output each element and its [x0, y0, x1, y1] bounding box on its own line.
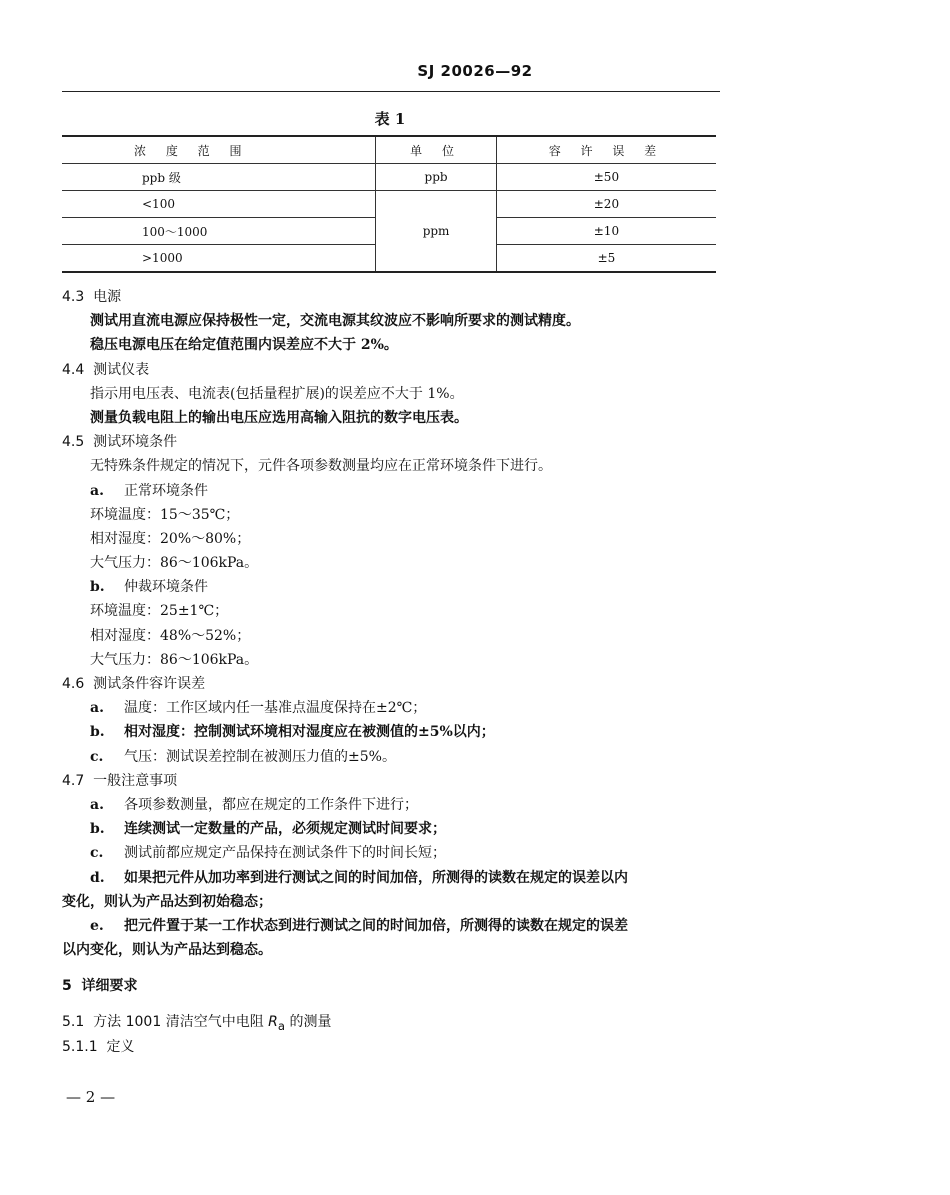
section-title: 详细要求 — [81, 978, 138, 995]
list-item — [62, 720, 762, 744]
item-label: a. — [90, 700, 104, 717]
section-number: 4.4 — [62, 361, 85, 378]
section-number: 4.5 — [62, 434, 85, 451]
list-item — [62, 745, 762, 769]
header-rule — [62, 91, 720, 92]
section-4-6-heading — [62, 672, 762, 696]
item-text: 正常环境条件 — [124, 482, 208, 499]
spacer — [62, 998, 762, 1010]
section-number: 5 — [62, 978, 72, 995]
item-text: 测试前都应规定产品保持在测试条件下的时间长短； — [124, 845, 446, 862]
list-item — [62, 914, 762, 938]
table-header-row — [62, 136, 716, 164]
section-title: 一般注意事项 — [93, 772, 178, 789]
cell-tolerance: ±5 — [496, 245, 716, 273]
header-unit: 单 位 — [376, 136, 497, 164]
cell-range: ppb 级 — [62, 164, 376, 191]
section-number: 4.3 — [62, 289, 85, 305]
section-4-5-heading — [62, 430, 762, 454]
list-item — [62, 696, 762, 720]
paragraph: 稳压电源电压在给定值范围内误差应不大于 2%。 — [90, 337, 398, 354]
resistance-symbol: R — [268, 1014, 278, 1031]
document-code: SJ 20026—92 — [417, 62, 533, 80]
item-text: 温度：工作区域内任一基准点温度保持在±2℃； — [124, 700, 427, 717]
paragraph-continuation: 变化，则认为产品达到初始稳态； — [62, 893, 272, 910]
item-text: 把元件置于某一工作状态到进行测试之间的时间加倍，所测得的读数在规定的误差 — [124, 917, 628, 934]
cell-unit-ppm: ppm — [376, 191, 497, 273]
cell-range: >1000 — [62, 245, 376, 273]
section-4-4-heading — [62, 358, 762, 382]
section-title-post: 的测量 — [285, 1014, 332, 1031]
section-4-7-heading — [62, 769, 762, 793]
cell-tolerance: ±20 — [496, 191, 716, 218]
section-5-1-1-heading — [62, 1035, 762, 1059]
page-number: — 2 — — [66, 1088, 116, 1106]
item-text: 如果把元件从加功率到进行测试之间的时间加倍，所测得的读数在规定的误差以内 — [124, 869, 628, 886]
paragraph: 相对湿度：20%～80%； — [90, 530, 251, 547]
paragraph: 指示用电压表、电流表(包括量程扩展)的误差应不大于 1%。 — [90, 385, 464, 402]
paragraph: 测试用直流电源应保持极性一定，交流电源其纹波应不影响所要求的测试精度。 — [90, 313, 580, 330]
paragraph: 相对湿度：48%～52%； — [90, 627, 251, 644]
cell-tolerance: ±50 — [496, 164, 716, 191]
item-text: 气压：测试误差控制在被测压力值的±5%。 — [124, 748, 396, 765]
section-number: 4.6 — [62, 676, 85, 692]
item-label: b. — [90, 579, 105, 596]
spacer — [62, 962, 762, 974]
table-row — [62, 191, 716, 218]
item-label: c. — [90, 748, 104, 765]
section-number: 5.1 — [62, 1014, 85, 1031]
section-title: 电源 — [93, 289, 122, 305]
resistance-subscript: a — [277, 1019, 286, 1034]
paragraph: 环境温度：25±1℃； — [90, 603, 229, 620]
list-item — [62, 841, 762, 865]
section-5-1-heading — [62, 1010, 762, 1034]
item-label: a. — [90, 796, 104, 813]
cell-tolerance: ±10 — [496, 218, 716, 245]
section-number: 4.7 — [62, 772, 85, 789]
header-tolerance: 容 许 误 差 — [496, 136, 716, 164]
section-title: 定义 — [106, 1038, 135, 1055]
cell-range: <100 — [62, 191, 376, 218]
item-label: a. — [90, 482, 104, 499]
paragraph: 大气压力：86～106kPa。 — [90, 555, 259, 572]
list-item — [62, 817, 762, 841]
list-item — [62, 793, 762, 817]
item-label: b. — [90, 724, 105, 741]
section-title: 测试条件容许误差 — [93, 676, 206, 692]
paragraph: 大气压力：86～106kPa。 — [90, 651, 259, 668]
tolerance-table — [62, 135, 716, 273]
item-text: 相对湿度：控制测试环境相对湿度应在被测值的±5%以内； — [124, 724, 495, 741]
paragraph: 测量负载电阻上的输出电压应选用高输入阻抗的数字电压表。 — [90, 409, 468, 426]
paragraph: 无特殊条件规定的情况下，元件各项参数测量均应在正常环境条件下进行。 — [90, 458, 552, 475]
item-label: d. — [90, 869, 105, 886]
section-number: 5.1.1 — [62, 1038, 98, 1055]
header-range: 浓 度 范 围 — [62, 136, 376, 164]
list-item — [62, 479, 762, 503]
section-title: 测试环境条件 — [93, 434, 178, 451]
list-item — [62, 866, 762, 890]
section-title: 测试仪表 — [93, 361, 150, 378]
item-label: c. — [90, 845, 104, 862]
item-text: 各项参数测量，都应在规定的工作条件下进行； — [124, 796, 418, 813]
section-5-heading — [62, 974, 762, 998]
item-label: b. — [90, 821, 105, 838]
item-text: 连续测试一定数量的产品，必须规定测试时间要求； — [124, 821, 446, 838]
table-row — [62, 164, 716, 191]
table-title: 表 1 — [374, 110, 406, 128]
paragraph-continuation: 以内变化，则认为产品达到稳态。 — [62, 942, 272, 959]
cell-range: 100～1000 — [62, 218, 376, 245]
item-text: 仲裁环境条件 — [124, 579, 208, 596]
item-label: e. — [90, 917, 104, 934]
cell-unit-ppb: ppb — [376, 164, 497, 191]
paragraph: 环境温度：15～35℃； — [90, 506, 240, 523]
section-4-3-heading — [62, 285, 762, 309]
section-title-pre: 方法 1001 清洁空气中电阻 — [93, 1014, 269, 1031]
body-text — [62, 285, 762, 1059]
list-item — [62, 575, 762, 599]
